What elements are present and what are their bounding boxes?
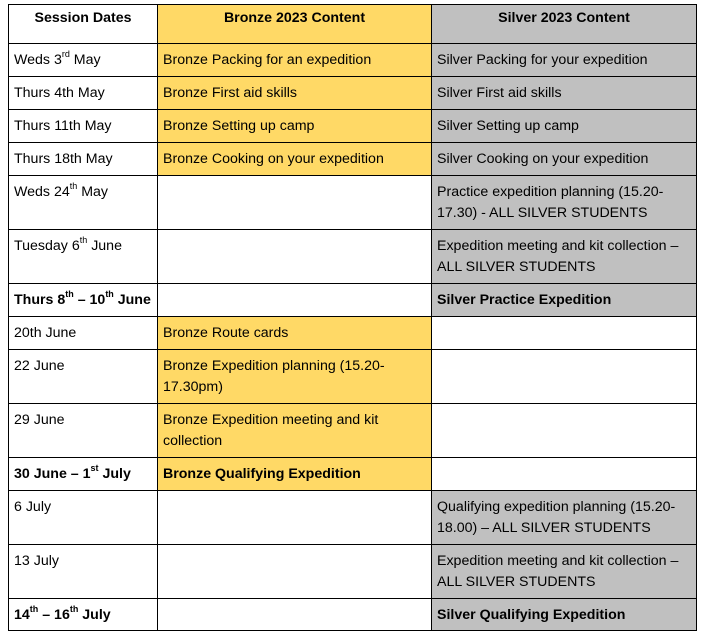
silver-cell: Silver Qualifying Expedition bbox=[432, 599, 697, 631]
table-row bbox=[9, 545, 697, 599]
bronze-cell: Bronze First aid skills bbox=[158, 77, 432, 110]
header-row bbox=[9, 5, 697, 44]
date-cell: Thurs 8th – 10th June bbox=[9, 284, 158, 317]
header-silver-content: Silver 2023 Content bbox=[432, 5, 697, 44]
date-cell: Weds 3rd May bbox=[9, 44, 158, 77]
bronze-cell: Bronze Qualifying Expedition bbox=[158, 458, 432, 491]
silver-cell: Expedition meeting and kit collection – ALL SILVER STUDENTS bbox=[432, 230, 697, 284]
date-cell: Thurs 4th May bbox=[9, 77, 158, 110]
table-row bbox=[9, 143, 697, 176]
silver-cell: Silver Cooking on your expedition bbox=[432, 143, 697, 176]
date-cell: Tuesday 6th June bbox=[9, 230, 158, 284]
silver-cell bbox=[432, 404, 697, 458]
date-cell: Thurs 11th May bbox=[9, 110, 158, 143]
table-row bbox=[9, 404, 697, 458]
table-row bbox=[9, 110, 697, 143]
bronze-cell: Bronze Expedition meeting and kit collection bbox=[158, 404, 432, 458]
silver-cell: Silver Practice Expedition bbox=[432, 284, 697, 317]
date-cell: 20th June bbox=[9, 317, 158, 350]
silver-cell: Silver First aid skills bbox=[432, 77, 697, 110]
header-bronze-content: Bronze 2023 Content bbox=[158, 5, 432, 44]
silver-cell: Practice expedition planning (15.20-17.30) - ALL SILVER STUDENTS bbox=[432, 176, 697, 230]
table-row bbox=[9, 491, 697, 545]
date-cell: 30 June – 1st July bbox=[9, 458, 158, 491]
table-row bbox=[9, 230, 697, 284]
bronze-cell: Bronze Setting up camp bbox=[158, 110, 432, 143]
silver-cell bbox=[432, 350, 697, 404]
table-row bbox=[9, 176, 697, 230]
bronze-cell: Bronze Route cards bbox=[158, 317, 432, 350]
date-cell: Weds 24th May bbox=[9, 176, 158, 230]
bronze-cell bbox=[158, 230, 432, 284]
bronze-cell bbox=[158, 545, 432, 599]
bronze-cell bbox=[158, 284, 432, 317]
table-row bbox=[9, 599, 697, 631]
table-row bbox=[9, 44, 697, 77]
bronze-cell: Bronze Expedition planning (15.20-17.30pm) bbox=[158, 350, 432, 404]
bronze-cell: Bronze Packing for an expedition bbox=[158, 44, 432, 77]
table-row bbox=[9, 284, 697, 317]
silver-cell: Silver Setting up camp bbox=[432, 110, 697, 143]
table-row bbox=[9, 77, 697, 110]
date-cell: Thurs 18th May bbox=[9, 143, 158, 176]
date-cell: 13 July bbox=[9, 545, 158, 599]
silver-cell: Silver Packing for your expedition bbox=[432, 44, 697, 77]
table-row bbox=[9, 317, 697, 350]
bronze-cell bbox=[158, 599, 432, 631]
table-row bbox=[9, 458, 697, 491]
silver-cell bbox=[432, 458, 697, 491]
bronze-cell bbox=[158, 491, 432, 545]
schedule-table bbox=[8, 4, 697, 631]
date-cell: 6 July bbox=[9, 491, 158, 545]
silver-cell: Expedition meeting and kit collection – ALL SILVER STUDENTS bbox=[432, 545, 697, 599]
date-cell: 14th – 16th July bbox=[9, 599, 158, 631]
silver-cell bbox=[432, 317, 697, 350]
bronze-cell: Bronze Cooking on your expedition bbox=[158, 143, 432, 176]
silver-cell: Qualifying expedition planning (15.20-18.00) – ALL SILVER STUDENTS bbox=[432, 491, 697, 545]
date-cell: 29 June bbox=[9, 404, 158, 458]
date-cell: 22 June bbox=[9, 350, 158, 404]
header-session-dates: Session Dates bbox=[9, 5, 158, 44]
table-row bbox=[9, 350, 697, 404]
bronze-cell bbox=[158, 176, 432, 230]
